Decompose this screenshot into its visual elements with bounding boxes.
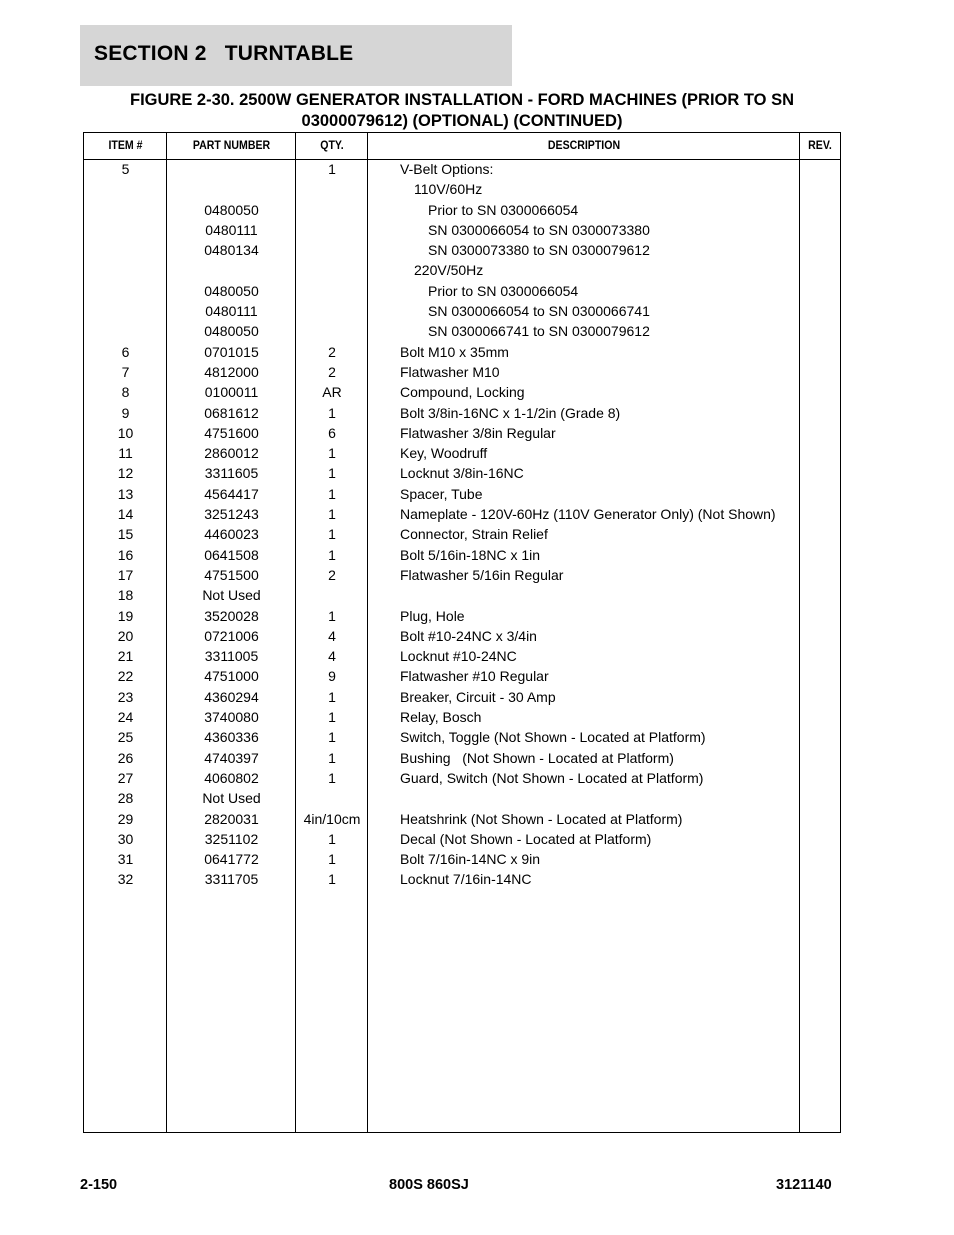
quantity: 1	[328, 506, 336, 523]
table-row	[84, 727, 840, 747]
part-number: 0641508	[204, 546, 259, 563]
part-number: 3311605	[204, 465, 259, 482]
item-number: 16	[117, 546, 134, 563]
item-number: 15	[117, 526, 134, 543]
part-number: 0641772	[204, 851, 259, 868]
table-row	[84, 484, 840, 504]
description: Connector, Strain Relief	[400, 526, 548, 543]
item-number: 14	[117, 506, 134, 523]
description: Locknut 3/8in-16NC	[400, 465, 524, 482]
description: Bushing (Not Shown - Located at Platform)	[400, 749, 674, 766]
item-number: 11	[118, 445, 133, 462]
item-number: 12	[117, 465, 134, 482]
description: Heatshrink (Not Shown - Located at Platform)	[400, 810, 683, 827]
description: Prior to SN 0300066054	[428, 201, 579, 218]
item-number: 29	[117, 810, 134, 827]
item-number: 26	[117, 749, 134, 766]
table-row	[84, 240, 840, 260]
quantity: 1	[328, 688, 336, 705]
description: Compound, Locking	[400, 384, 525, 401]
item-number: 20	[117, 627, 134, 644]
part-number: 4360336	[204, 729, 259, 746]
header-part-number: PART NUMBER	[192, 138, 271, 152]
item-number: 31	[117, 851, 134, 868]
part-number: 3740080	[204, 709, 259, 726]
description: Bolt M10 x 35mm	[400, 343, 509, 360]
item-number: 10	[117, 424, 134, 441]
item-number: 28	[117, 790, 134, 807]
table-row	[84, 565, 840, 585]
header-qty: QTY.	[320, 138, 344, 152]
description: Bolt 3/8in-16NC x 1-1/2in (Grade 8)	[400, 404, 621, 421]
part-number: 0480050	[204, 201, 259, 218]
quantity: 1	[328, 749, 336, 766]
quantity: 2	[328, 363, 336, 380]
part-number: 2820031	[204, 810, 259, 827]
item-number: 13	[117, 485, 134, 502]
table-header	[84, 133, 840, 160]
description: V-Belt Options:	[400, 161, 494, 177]
quantity: 2	[328, 566, 336, 583]
table-row	[84, 606, 840, 626]
quantity: 1	[328, 851, 336, 868]
item-number: 23	[117, 688, 134, 705]
description: Plug, Hole	[400, 607, 465, 624]
table-row	[84, 626, 840, 646]
part-number: 4751600	[204, 424, 259, 441]
item-number: 9	[121, 404, 130, 421]
description: Flatwasher 3/8in Regular	[400, 424, 556, 441]
part-number: Not Used	[202, 790, 261, 807]
header-description: DESCRIPTION	[547, 138, 621, 152]
part-number: 3251102	[204, 830, 259, 847]
quantity: 1	[328, 485, 336, 502]
description: Bolt 7/16in-14NC x 9in	[400, 851, 541, 868]
table-row	[84, 220, 840, 240]
description: Breaker, Circuit - 30 Amp	[400, 688, 556, 705]
part-number: 4460023	[204, 526, 259, 543]
part-number: 2860012	[204, 445, 259, 462]
table-row	[84, 281, 840, 301]
description: Guard, Switch (Not Shown - Located at Platform)	[400, 769, 704, 786]
description: Locknut #10-24NC	[400, 648, 517, 665]
quantity: 1	[328, 769, 336, 786]
table-row	[84, 403, 840, 423]
part-number: 3520028	[204, 607, 259, 624]
description: SN 0300066741 to SN 0300079612	[428, 323, 650, 340]
item-number: 30	[117, 830, 134, 847]
part-number: 4812000	[204, 363, 259, 380]
description: Key, Woodruff	[400, 445, 488, 462]
item-number: 17	[117, 566, 134, 583]
item-number: 32	[117, 871, 134, 888]
quantity: 1	[328, 830, 336, 847]
section-header	[80, 25, 512, 86]
table-row	[84, 443, 840, 463]
table-row	[84, 809, 840, 829]
item-number: 27	[117, 769, 134, 786]
description: Spacer, Tube	[400, 485, 483, 502]
quantity: 2	[328, 343, 336, 360]
page-number: 2-150	[80, 1177, 118, 1193]
item-number: 25	[117, 729, 134, 746]
table-row	[84, 585, 840, 605]
part-number: 4740397	[204, 749, 259, 766]
item-number: 22	[117, 668, 134, 685]
description: Prior to SN 0300066054	[428, 282, 579, 299]
item-number: 8	[121, 384, 130, 401]
quantity: 1	[328, 161, 336, 177]
quantity: 1	[328, 709, 336, 726]
table-row	[84, 869, 840, 889]
part-number: 4751000	[204, 668, 259, 685]
part-number: 3311705	[204, 871, 259, 888]
table-row	[84, 829, 840, 849]
description: Switch, Toggle (Not Shown - Located at Platform)	[400, 729, 706, 746]
quantity: 1	[328, 526, 336, 543]
table-row	[84, 159, 840, 179]
table-row	[84, 362, 840, 382]
table-body	[84, 159, 840, 890]
table-row	[84, 748, 840, 768]
description: Locknut 7/16in-14NC	[400, 871, 532, 888]
table-row	[84, 707, 840, 727]
part-number: 0681612	[204, 404, 259, 421]
quantity: 6	[328, 424, 336, 441]
quantity: AR	[322, 384, 342, 401]
part-number: 0480050	[204, 282, 259, 299]
table-row	[84, 179, 840, 199]
table-row	[84, 666, 840, 686]
parts-table	[83, 132, 841, 1133]
description: Nameplate - 120V-60Hz (110V Generator Only) (Not Shown)	[400, 506, 776, 523]
quantity: 1	[328, 871, 336, 888]
quantity: 1	[328, 729, 336, 746]
table-row	[84, 524, 840, 544]
description: 110V/60Hz	[414, 181, 483, 198]
description: Bolt 5/16in-18NC x 1in	[400, 546, 541, 563]
table-row	[84, 260, 840, 280]
description: SN 0300066054 to SN 0300066741	[428, 303, 650, 320]
description: Flatwasher M10	[400, 363, 500, 380]
part-number: 0100011	[204, 384, 259, 401]
table-row	[84, 768, 840, 788]
table-row	[84, 463, 840, 483]
quantity: 4	[328, 648, 336, 665]
table-row	[84, 687, 840, 707]
table-row	[84, 342, 840, 362]
part-number: 0480134	[204, 242, 259, 259]
part-number: 4360294	[204, 688, 259, 705]
item-number: 5	[121, 161, 130, 177]
quantity: 1	[328, 607, 336, 624]
description: Relay, Bosch	[400, 709, 482, 726]
part-number: 0721006	[204, 627, 259, 644]
table-row	[84, 788, 840, 808]
item-number: 24	[117, 709, 134, 726]
document-number: 3121140	[776, 1177, 832, 1193]
quantity: 4	[328, 627, 336, 644]
quantity: 9	[328, 668, 336, 685]
table-row	[84, 849, 840, 869]
item-number: 6	[121, 343, 130, 360]
table-row	[84, 504, 840, 524]
table-row	[84, 200, 840, 220]
description: Flatwasher 5/16in Regular	[400, 566, 564, 583]
model-name: 800S 860SJ	[389, 1177, 469, 1193]
part-number: 3311005	[204, 648, 259, 665]
part-number: 0480111	[205, 303, 258, 320]
item-number: 18	[117, 587, 134, 604]
part-number: 4060802	[204, 769, 259, 786]
table-row	[84, 423, 840, 443]
description: Decal (Not Shown - Located at Platform)	[400, 830, 652, 847]
quantity: 1	[328, 404, 336, 421]
quantity: 1	[328, 445, 336, 462]
table-row	[84, 382, 840, 402]
table-row	[84, 646, 840, 666]
figure-title-line-2: 03000079612) (OPTIONAL) (CONTINUED)	[301, 112, 623, 130]
part-number: 4751500	[204, 566, 259, 583]
figure-title-line-1: FIGURE 2-30. 2500W GENERATOR INSTALLATION - FORD MACHINES (PRIOR TO SN	[129, 91, 795, 109]
part-number: 0701015	[204, 343, 259, 360]
part-number: 0480111	[205, 221, 258, 238]
part-number: 0480050	[204, 323, 259, 340]
description: SN 0300073380 to SN 0300079612	[428, 242, 650, 259]
description: Flatwasher #10 Regular	[400, 668, 549, 685]
table-row	[84, 545, 840, 565]
item-number: 19	[117, 607, 134, 624]
description: Bolt #10-24NC x 3/4in	[400, 627, 537, 644]
table-row	[84, 301, 840, 321]
quantity: 1	[328, 465, 336, 482]
figure-title	[84, 90, 840, 132]
quantity: 4in/10cm	[303, 810, 361, 827]
header-item: ITEM #	[108, 138, 143, 152]
part-number: Not Used	[202, 587, 261, 604]
part-number: 3251243	[204, 506, 259, 523]
description: 220V/50Hz	[414, 262, 484, 279]
item-number: 21	[117, 648, 134, 665]
header-rev: REV.	[808, 138, 832, 152]
part-number: 4564417	[204, 485, 259, 502]
section-title: SECTION 2 TURNTABLE	[94, 42, 354, 65]
table-row	[84, 321, 840, 341]
description: SN 0300066054 to SN 0300073380	[428, 221, 650, 238]
quantity: 1	[328, 546, 336, 563]
item-number: 7	[121, 363, 130, 380]
